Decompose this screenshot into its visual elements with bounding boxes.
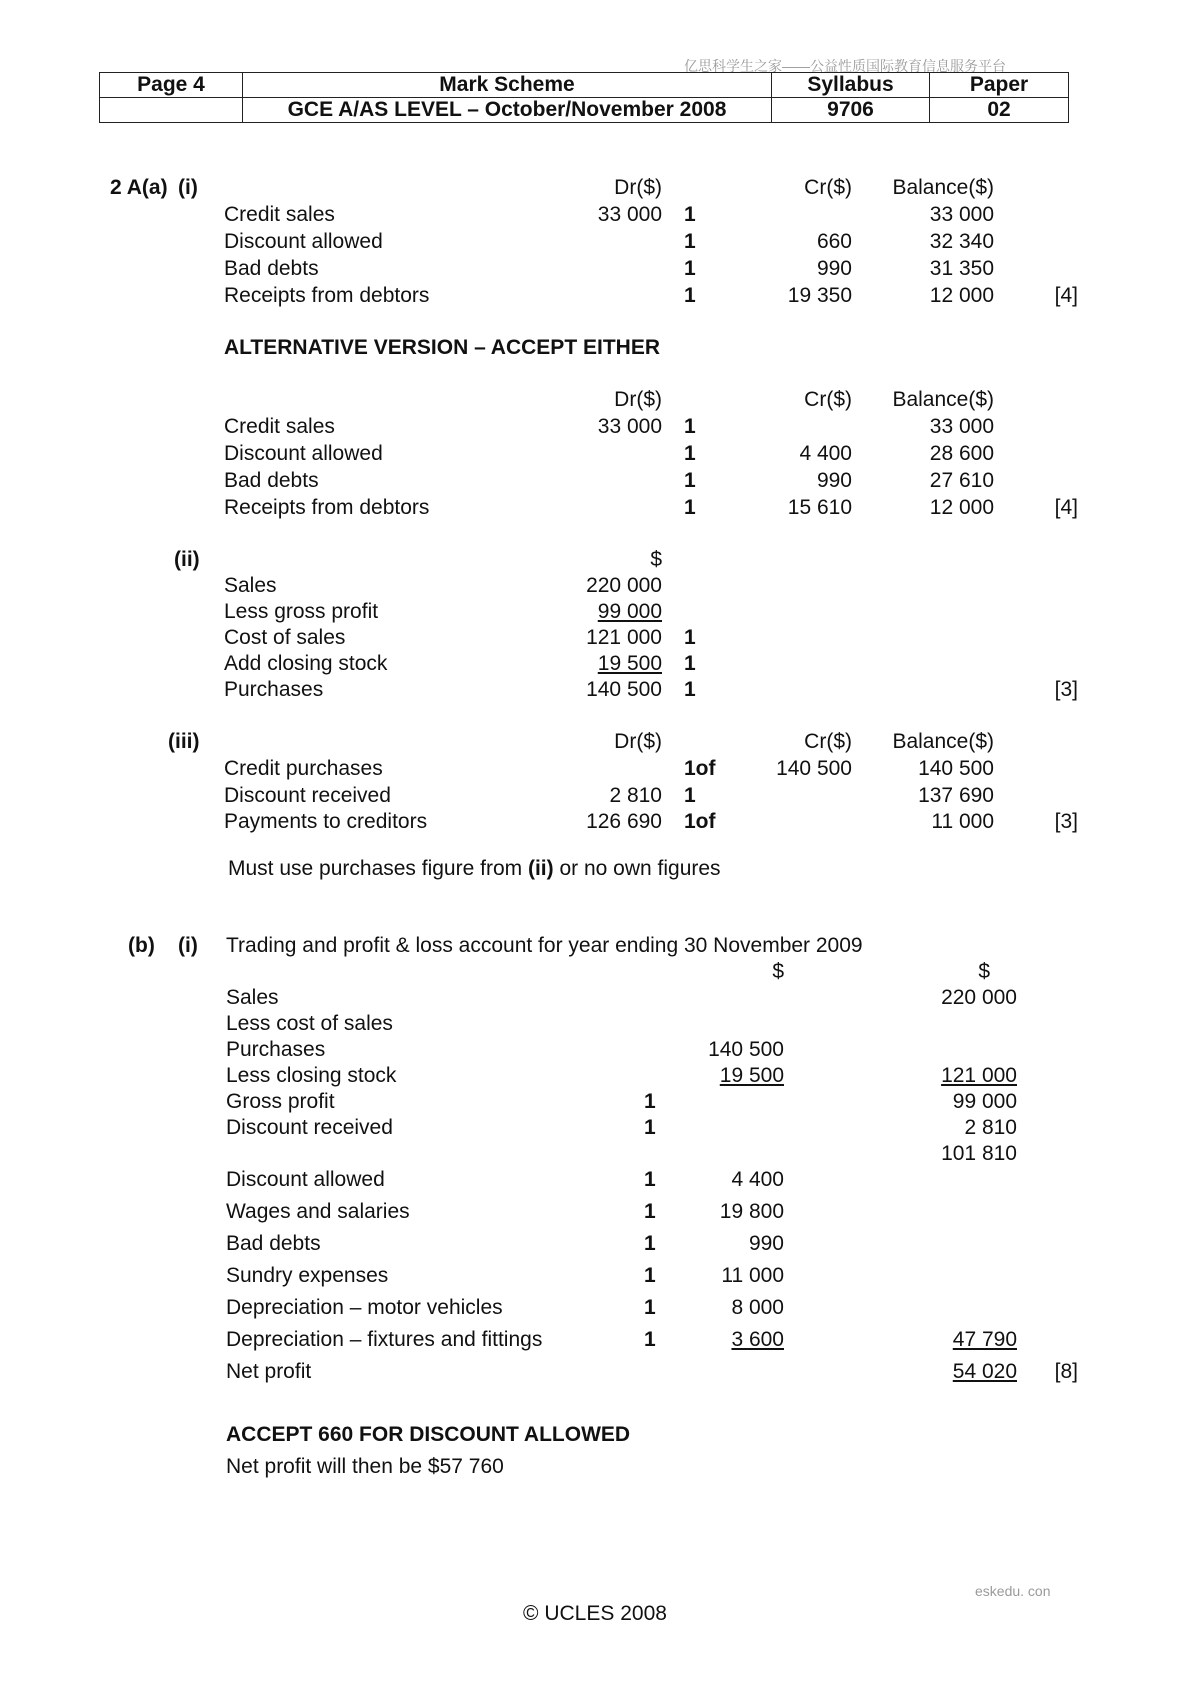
mark: 1 [644, 1116, 656, 1139]
cr-amount: 19 350 [787, 284, 852, 307]
row-label: Cost of sales [224, 626, 346, 649]
mark: 1 [644, 1200, 656, 1223]
account-title: Trading and profit & loss account for year ending 30 November 2009 [226, 934, 863, 957]
row-label: Sales [224, 574, 277, 597]
row-label: Credit sales [224, 415, 335, 438]
row-label: Discount allowed [226, 1168, 385, 1191]
paper-number: 02 [930, 98, 1069, 123]
balance-amount: 32 340 [929, 230, 994, 253]
document-title: Mark Scheme [243, 73, 772, 98]
paper-label: Paper [930, 73, 1069, 98]
balance-header: Balance($) [892, 730, 994, 753]
part-b-label: (b) [128, 934, 155, 957]
row-label: Gross profit [226, 1090, 335, 1113]
cr-amount: 140 500 [776, 757, 852, 780]
mark: 1 [684, 230, 696, 253]
part-ii-label: (ii) [174, 548, 200, 571]
amount: 220 000 [586, 574, 662, 597]
dr-amount: 126 690 [586, 810, 662, 833]
column-2-header: $ [978, 960, 990, 983]
balance-amount: 12 000 [929, 284, 994, 307]
cr-amount: 990 [816, 257, 852, 280]
total-marks: [3] [1054, 810, 1078, 833]
column-1-amount: 140 500 [708, 1038, 784, 1061]
column-1-amount: 3 600 [731, 1328, 784, 1351]
row-label: Payments to creditors [224, 810, 428, 833]
dr-header: Dr($) [614, 388, 662, 411]
row-label: Net profit [226, 1360, 312, 1383]
alternative-heading: ALTERNATIVE VERSION – ACCEPT EITHER [224, 336, 660, 359]
part-i-label: (i) [178, 176, 198, 199]
row-label: Less cost of sales [226, 1012, 393, 1035]
dr-header: Dr($) [614, 730, 662, 753]
mark: 1of [684, 810, 716, 833]
column-1-amount: 4 400 [731, 1168, 784, 1191]
total-marks: [4] [1054, 284, 1078, 307]
page-number: Page 4 [100, 73, 243, 98]
mark: 1 [684, 469, 696, 492]
amount: 99 000 [597, 600, 662, 623]
balance-amount: 28 600 [929, 442, 994, 465]
mark: 1 [644, 1232, 656, 1255]
header-empty-cell [100, 98, 243, 123]
column-2-amount: 2 810 [964, 1116, 1017, 1139]
column-2-amount: 99 000 [952, 1090, 1017, 1113]
mark: 1of [684, 757, 716, 780]
marking-note-text: Must use purchases figure from [228, 857, 528, 880]
balance-amount: 12 000 [929, 496, 994, 519]
mark: 1 [684, 442, 696, 465]
row-label: Sundry expenses [226, 1264, 389, 1287]
syllabus-code: 9706 [772, 98, 930, 123]
mark: 1 [644, 1296, 656, 1319]
cr-amount: 4 400 [799, 442, 852, 465]
marking-note-text-end: or no own figures [553, 857, 721, 880]
marking-note-ref: (ii) [527, 857, 554, 880]
header-table [99, 72, 1069, 123]
watermark-top: 亿思科学生之家——公益性质国际教育信息服务平台 [684, 58, 1006, 74]
amount: 140 500 [586, 678, 662, 701]
cr-header: Cr($) [804, 176, 852, 199]
cr-amount: 990 [816, 469, 852, 492]
column-2-amount: 101 810 [941, 1142, 1017, 1165]
column-2-amount: 121 000 [941, 1064, 1017, 1087]
dr-amount: 2 810 [609, 784, 662, 807]
row-label: Discount allowed [224, 442, 383, 465]
row-label: Receipts from debtors [224, 496, 430, 519]
column-1-amount: 8 000 [731, 1296, 784, 1319]
mark: 1 [644, 1328, 656, 1351]
mark: 1 [684, 496, 696, 519]
balance-amount: 27 610 [929, 469, 994, 492]
mark: 1 [684, 678, 696, 701]
accept-note: Net profit will then be $57 760 [226, 1455, 504, 1478]
balance-amount: 33 000 [929, 203, 994, 226]
row-label: Bad debts [224, 257, 319, 280]
total-marks: [3] [1054, 678, 1078, 701]
dr-header: Dr($) [614, 176, 662, 199]
row-label: Bad debts [226, 1232, 321, 1255]
row-label: Receipts from debtors [224, 284, 430, 307]
total-marks: [4] [1054, 496, 1078, 519]
amount: 19 500 [597, 652, 662, 675]
cr-amount: 660 [816, 230, 852, 253]
row-label: Purchases [224, 678, 324, 701]
row-label: Discount received [226, 1116, 393, 1139]
mark: 1 [644, 1168, 656, 1191]
marking-note [228, 857, 721, 881]
row-label: Less gross profit [224, 600, 379, 623]
row-label: Discount allowed [224, 230, 383, 253]
mark: 1 [684, 257, 696, 280]
row-label: Wages and salaries [226, 1200, 410, 1223]
syllabus-label: Syllabus [772, 73, 930, 98]
balance-header: Balance($) [892, 176, 994, 199]
column-2-amount: 220 000 [941, 986, 1017, 1009]
column-2-amount: 54 020 [952, 1360, 1017, 1383]
amount: 121 000 [586, 626, 662, 649]
mark: 1 [684, 784, 696, 807]
balance-amount: 137 690 [918, 784, 994, 807]
exam-session: GCE A/AS LEVEL – October/November 2008 [243, 98, 772, 123]
row-label: Bad debts [224, 469, 319, 492]
row-label: Credit sales [224, 203, 335, 226]
balance-header: Balance($) [892, 388, 994, 411]
mark: 1 [644, 1090, 656, 1113]
dr-amount: 33 000 [597, 415, 662, 438]
total-marks: [8] [1054, 1360, 1078, 1383]
copyright-footer: © UCLES 2008 [523, 1602, 667, 1625]
accept-heading: ACCEPT 660 FOR DISCOUNT ALLOWED [226, 1423, 631, 1446]
watermark-bottom: eskedu. con [975, 1583, 1051, 1599]
column-1-amount: 19 500 [719, 1064, 784, 1087]
dr-amount: 33 000 [597, 203, 662, 226]
row-label: Less closing stock [226, 1064, 397, 1087]
balance-amount: 33 000 [929, 415, 994, 438]
row-label: Add closing stock [224, 652, 388, 675]
balance-amount: 11 000 [931, 810, 994, 833]
question-label: 2 A(a) [110, 176, 168, 199]
mark: 1 [684, 652, 696, 675]
balance-amount: 140 500 [918, 757, 994, 780]
row-label: Depreciation – motor vehicles [226, 1296, 503, 1319]
balance-amount: 31 350 [929, 257, 994, 280]
cr-amount: 15 610 [787, 496, 852, 519]
cr-header: Cr($) [804, 388, 852, 411]
part-b-i-label: (i) [178, 934, 198, 957]
row-label: Discount received [224, 784, 391, 807]
column-1-amount: 11 000 [721, 1264, 784, 1287]
column-1-amount: 19 800 [719, 1200, 784, 1223]
row-label: Credit purchases [224, 757, 383, 780]
mark: 1 [644, 1264, 656, 1287]
part-iii-label: (iii) [168, 730, 200, 753]
column-2-amount: 47 790 [952, 1328, 1017, 1351]
row-label: Sales [226, 986, 279, 1009]
mark: 1 [684, 284, 696, 307]
row-label: Purchases [226, 1038, 326, 1061]
row-label: Depreciation – fixtures and fittings [226, 1328, 543, 1351]
mark: 1 [684, 203, 696, 226]
cr-header: Cr($) [804, 730, 852, 753]
dollar-header: $ [650, 548, 662, 571]
mark: 1 [684, 626, 696, 649]
column-1-amount: 990 [748, 1232, 784, 1255]
mark: 1 [684, 415, 696, 438]
column-1-header: $ [772, 960, 784, 983]
